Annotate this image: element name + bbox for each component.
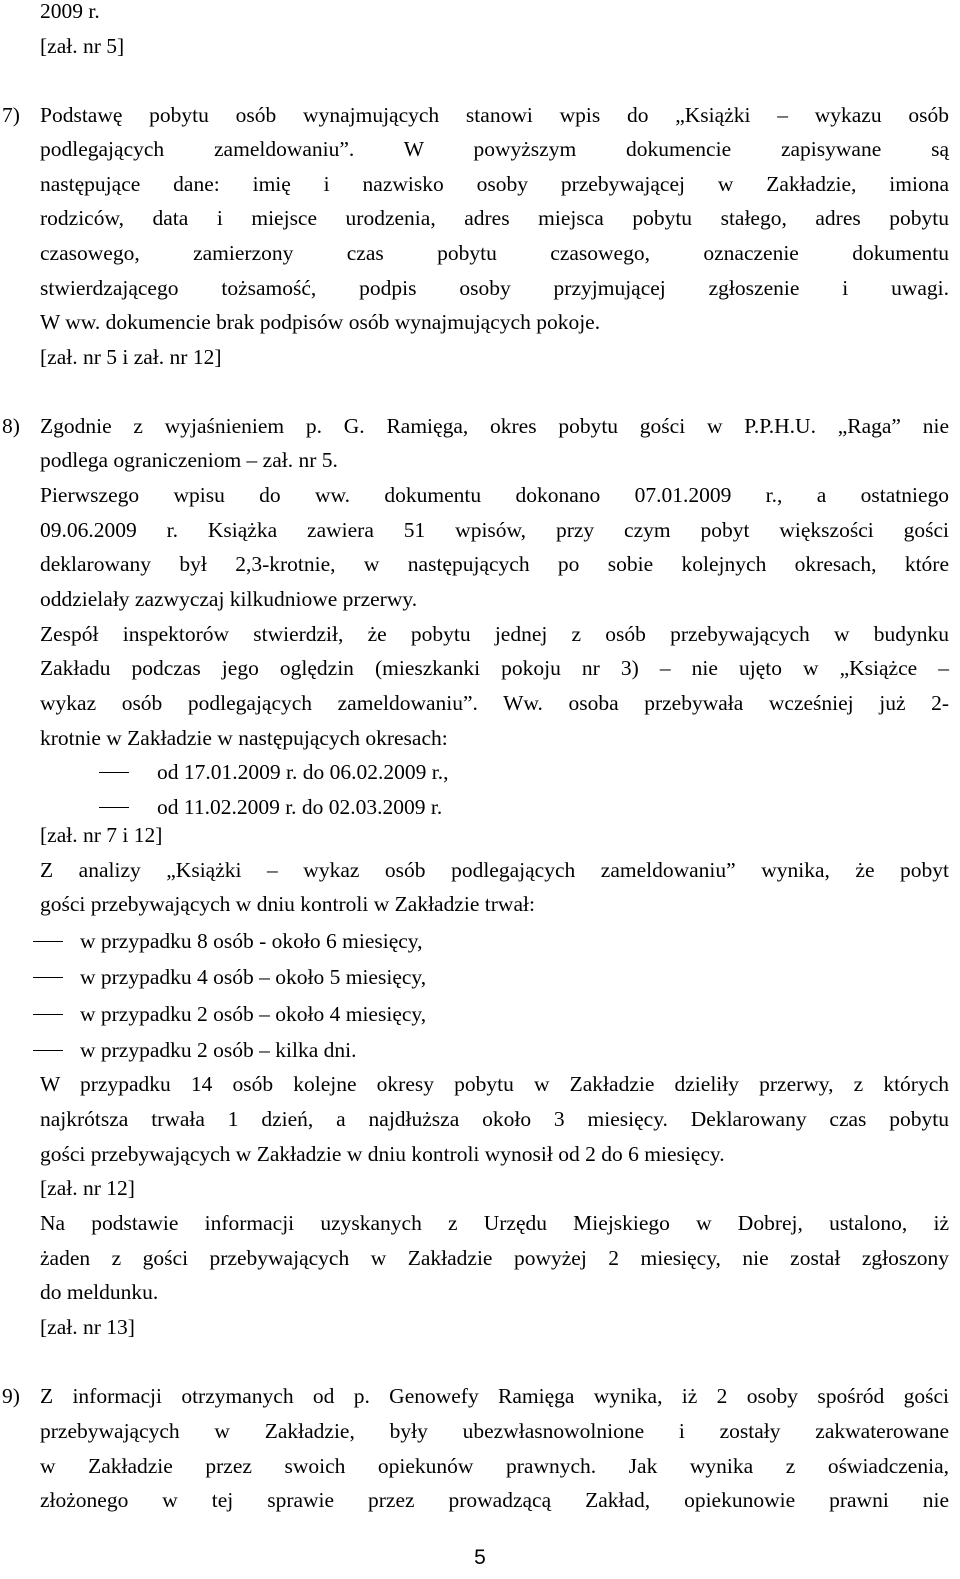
- section-8-line: oddzielały zazwyczaj kilkudniowe przerwy.: [40, 587, 418, 611]
- section-8-line: 09.06.2009 r. Książka zawiera 51 wpisów, przy czym pobyt większości gości: [40, 518, 949, 542]
- list-item: [80, 964, 426, 990]
- duration-text: w przypadku 4 osób – około 5 miesięcy,: [80, 965, 427, 989]
- duration-text: w przypadku 8 osób - około 6 miesięcy,: [80, 929, 423, 953]
- dash-bullet-icon: [33, 977, 63, 978]
- dash-bullet-icon: [99, 807, 129, 808]
- dash-bullet-icon: [33, 1014, 63, 1015]
- section-7-line: następujące dane: imię i nazwisko osoby przebywającej w Zakładzie, imiona: [40, 172, 949, 196]
- dash-bullet-icon: [33, 941, 63, 942]
- list-item: [80, 1037, 356, 1063]
- section-8-line: Zgodnie z wyjaśnieniem p. G. Ramięga, okres pobytu gości w P.P.H.U. „Raga” nie: [40, 414, 949, 438]
- duration-text: w przypadku 2 osób – około 4 miesięcy,: [80, 1002, 427, 1026]
- header-attachment-ref: [zał. nr 5]: [40, 34, 125, 58]
- section-7-attachment-ref: [zał. nr 5 i zał. nr 12]: [40, 345, 222, 369]
- section-7-line: podlegających zameldowaniu”. W powyższym dokumencie zapisywane są: [40, 137, 949, 161]
- section-8-line: Zespół inspektorów stwierdził, że pobytu jednej z osób przebywających w budynku: [40, 622, 949, 646]
- section-7-line: W ww. dokumencie brak podpisów osób wynajmujących pokoje.: [40, 310, 601, 334]
- section-8-attachment-ref: [zał. nr 12]: [40, 1176, 135, 1200]
- dash-bullet-icon: [99, 772, 129, 773]
- section-8-line: W przypadku 14 osób kolejne okresy pobytu w Zakładzie dzieliły przerwy, z których: [40, 1072, 949, 1096]
- section-7-number: 7): [2, 103, 20, 127]
- list-item: [80, 1001, 426, 1027]
- section-8-number: 8): [2, 414, 20, 438]
- section-7-line: stwierdzającego tożsamość, podpis osoby przyjmującej zgłoszenie i uwagi.: [40, 276, 949, 300]
- section-8-line: Z analizy „Książki – wykaz osób podlegających zameldowaniu” wynika, że pobyt: [40, 858, 949, 882]
- section-7-line: czasowego, zamierzony czas pobytu czasowego, oznaczenie dokumentu: [40, 241, 949, 265]
- section-8-line: podlega ograniczeniom – zał. nr 5.: [40, 448, 338, 472]
- list-item: [157, 794, 442, 820]
- section-8-line: krotnie w Zakładzie w następujących okresach:: [40, 726, 448, 750]
- section-9-line: w Zakładzie przez swoich opiekunów prawnych. Jak wynika z oświadczenia,: [40, 1454, 949, 1478]
- duration-text: w przypadku 2 osób – kilka dni.: [80, 1038, 357, 1062]
- section-8-line: do meldunku.: [40, 1280, 159, 1304]
- section-8-line: Pierwszego wpisu do ww. dokumentu dokonano 07.01.2009 r., a ostatniego: [40, 483, 949, 507]
- section-8-line: wykaz osób podlegających zameldowaniu”. Ww. osoba przebywała wcześniej już 2-: [40, 691, 949, 715]
- section-8-line: Zakładu podczas jego oględzin (mieszkanki pokoju nr 3) – nie ujęto w „Książce –: [40, 656, 949, 680]
- section-8-line: deklarowany był 2,3-krotnie, w następujących po sobie kolejnych okresach, które: [40, 552, 949, 576]
- section-8-line: żaden z gości przebywających w Zakładzie powyżej 2 miesięcy, nie został zgłoszony: [40, 1246, 949, 1270]
- period-text: od 17.01.2009 r. do 06.02.2009 r.,: [157, 760, 449, 784]
- list-item: [80, 928, 423, 954]
- section-7-line: Podstawę pobytu osób wynajmujących stanowi wpis do „Książki – wykazu osób: [40, 103, 949, 127]
- section-9-line: Z informacji otrzymanych od p. Genowefy Ramięga wynika, iż 2 osoby spośród gości: [40, 1384, 949, 1408]
- section-8-attachment-ref: [zał. nr 13]: [40, 1315, 135, 1339]
- section-8-line: Na podstawie informacji uzyskanych z Urzędu Miejskiego w Dobrej, ustalono, iż: [40, 1211, 949, 1235]
- section-9-line: przebywających w Zakładzie, były ubezwłasnowolnione i zostały zakwaterowane: [40, 1419, 949, 1443]
- section-8-line: gości przebywających w Zakładzie w dniu kontroli wynosił od 2 do 6 miesięcy.: [40, 1142, 725, 1166]
- section-9-number: 9): [2, 1384, 20, 1408]
- page-number: 5: [474, 1546, 486, 1569]
- section-7-line: rodziców, data i miejsce urodzenia, adres miejsca pobytu stałego, adres pobytu: [40, 206, 949, 230]
- section-8-line: najkrótsza trwała 1 dzień, a najdłuższa około 3 miesięcy. Deklarowany czas pobytu: [40, 1107, 949, 1131]
- section-9-line: złożonego w tej sprawie przez prowadzącą Zakład, opiekunowie prawni nie: [40, 1488, 949, 1512]
- list-item: [157, 759, 448, 785]
- period-text: od 11.02.2009 r. do 02.03.2009 r.: [157, 795, 443, 819]
- header-year: 2009 r.: [40, 0, 100, 23]
- dash-bullet-icon: [33, 1050, 63, 1051]
- section-8-line: gości przebywających w dniu kontroli w Zakładzie trwał:: [40, 892, 535, 916]
- section-8-attachment-ref: [zał. nr 7 i 12]: [40, 823, 163, 847]
